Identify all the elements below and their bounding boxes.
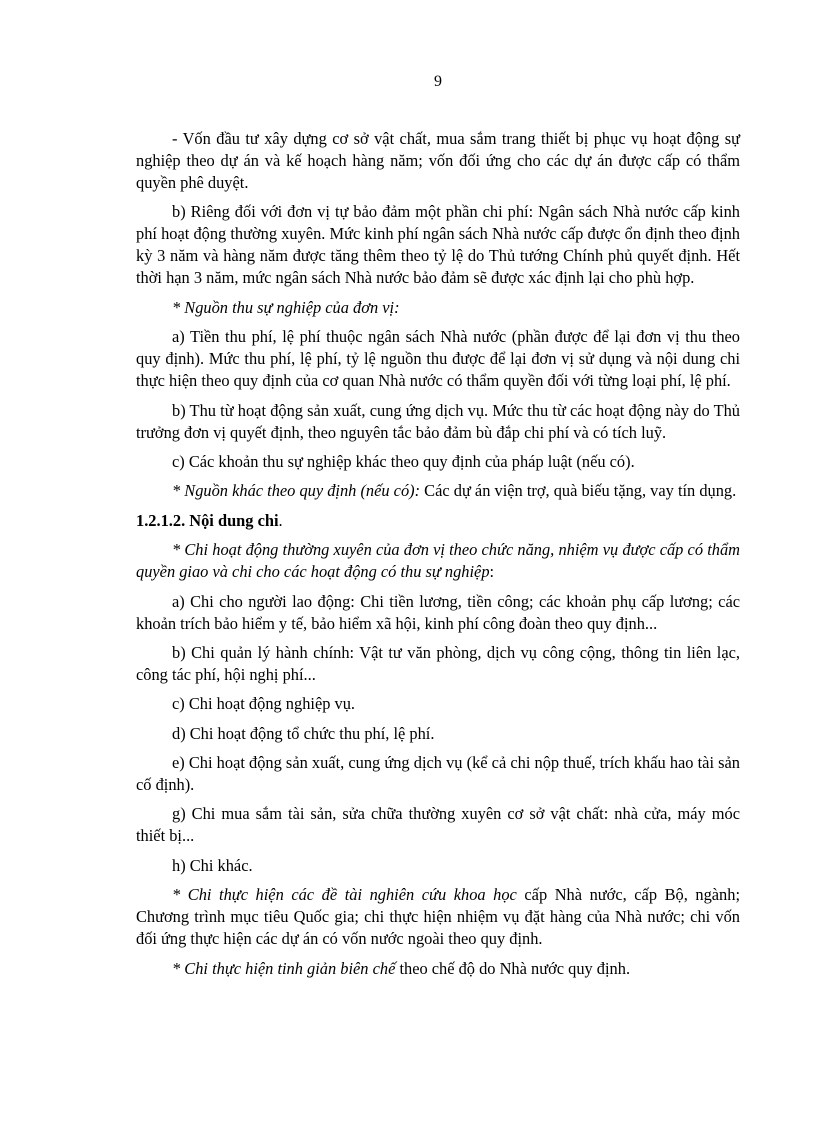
paragraph-fee-collection-expenses: d) Chi hoạt động tổ chức thu phí, lệ phí. [172,723,435,743]
paragraph-other-expenses: h) Chi khác. [172,855,253,875]
paragraph-professional-expenses: c) Chi hoạt động nghiệp vụ. [172,694,356,714]
paragraph-partial-self-funded-units: b) Riêng đối với đơn vị tự bảo đảm một phần chi phí: Ngân sách Nhà nước cấp kinh phí hoạt động thường xuyên. Mức kinh phí ngân sách Nhà nước cấp được ổn định theo định kỳ 3 năm và hàng năm được tăng thêm theo tỷ lệ do Thủ tướng Chính phủ quyết định. Hết thời hạn 3 năm, mức ngân sách Nhà nước bảo đảm sẽ được xác định lại cho phù hợp. [136,202,740,288]
italic-text: * Chi thực hiện tinh giản biên chế [172,958,396,978]
paragraph-investment-capital: - Vốn đầu tư xây dựng cơ sở vật chất, mua sắm trang thiết bị phục vụ hoạt động sự nghiệp theo dự án và kế hoạch hàng năm; vốn đối ứng cho các dự án được cấp có thẩm quyền phê duyệt. [136,129,740,192]
paragraph-production-revenue: b) Thu từ hoạt động sản xuất, cung ứng dịch vụ. Mức thu từ các hoạt động này do Thủ trưởng đơn vị quyết định, theo nguyên tắc bảo đảm bù đắp chi phí và có tích luỹ. [136,400,740,442]
body-text: cấp Nhà nước, cấp Bộ, ngành; Chương trình mục tiêu Quốc gia; chi thực hiện nhiệm vụ đặt hàng của Nhà nước; chi vốn đối ứng thực hiện các dự án có vốn nước ngoài theo quy định. [136,885,740,949]
paragraph-staff-reduction-expenses [136,958,740,980]
paragraph-production-expenses: e) Chi hoạt động sản xuất, cung ứng dịch vụ (kể cả chi nộp thuế, trích khấu hao tài sản cố định). [136,753,740,795]
paragraph-labor-expenses: a) Chi cho người lao động: Chi tiền lương, tiền công; các khoản phụ cấp lương; các khoản trích bảo hiểm y tế, bảo hiểm xã hội, kinh phí công đoàn theo quy định... [136,591,740,633]
body-text: theo chế độ do Nhà nước quy định. [395,958,631,978]
italic-text: * Chi hoạt động thường xuyên của đơn vị theo chức năng, nhiệm vụ được cấp có thẩm quyền giao và chi cho các hoạt động có thu sự nghiệp [136,540,740,582]
body-text: : [489,562,495,582]
italic-text: * Chi thực hiện các đề tài nghiên cứu khoa học [172,885,517,905]
body-text: Các dự án viện trợ, quà biếu tặng, vay tín dụng. [420,481,737,501]
section-heading [136,510,740,532]
heading-dot: . [278,510,283,530]
paragraph-asset-expenses: g) Chi mua sắm tài sản, sửa chữa thường xuyên cơ sở vật chất: nhà cửa, máy móc thiết bị... [136,804,740,846]
paragraph-research-expenses [136,884,740,950]
page-body [136,128,740,987]
paragraph-revenue-sources-heading [136,297,740,319]
paragraph-other-sources [136,480,740,502]
paragraph-fees-revenue: a) Tiền thu phí, lệ phí thuộc ngân sách Nhà nước (phần được để lại đơn vị thu theo quy định). Mức thu phí, lệ phí, tỷ lệ nguồn thu được để lại đơn vị sử dụng và nội dung chi thực hiện theo quy định của cơ quan Nhà nước có thẩm quyền đối với từng loại phí, lệ phí. [136,327,740,391]
paragraph-admin-expenses: b) Chi quản lý hành chính: Vật tư văn phòng, dịch vụ công cộng, thông tin liên lạc, công tác phí, hội nghị phí... [136,642,740,684]
italic-text: * Nguồn thu sự nghiệp của đơn vị: [172,297,400,317]
italic-text: * Nguồn khác theo quy định (nếu có): [172,481,421,501]
paragraph-regular-expenses [136,539,740,583]
page-number: 9 [434,73,442,90]
section-heading-text: 1.2.1.2. Nội dung chi [136,510,279,530]
paragraph-other-revenue: c) Các khoản thu sự nghiệp khác theo quy định của pháp luật (nếu có). [172,451,635,471]
